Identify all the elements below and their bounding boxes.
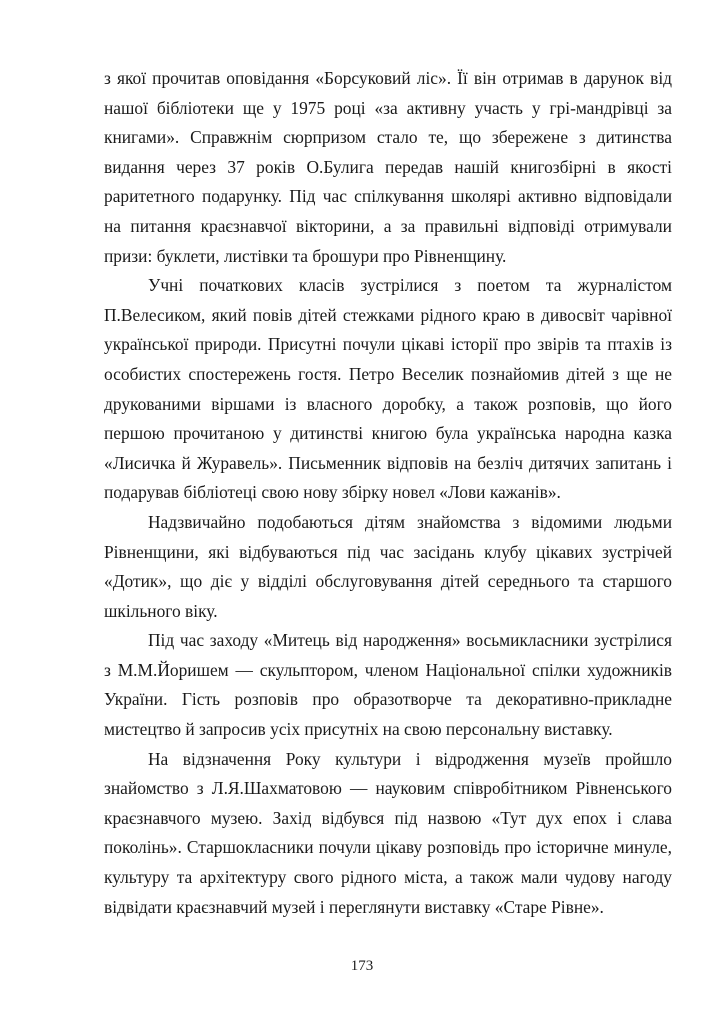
paragraph-museum-meeting: На відзначення Року культури і відродження музеїв пройшло знайомство з Л.Я.Шахматовою — науковим співробітником Рівненського краєзнавчого музею. Захід відбувся під назвою «Тут дух епох і слава поколінь». Старшокласники почули цікаву розповідь про історичне минуле, культуру та архітектуру свого рідного міста, а також мали чудову нагоду відвідати краєзнавчий музей і переглянути виставку «Старе Рівне».	[104, 748, 672, 917]
page-number: 173	[350, 958, 374, 974]
paragraph-dotyk-club: Надзвичайно подобаються дітям знайомства з відомими людьми Рівненщини, які відбуваються під час засідань клубу цікавих зустрічей «Дотик», що діє у відділі обслуговування дітей середнього та старшого шкільного віку.	[104, 511, 672, 621]
paragraph-yorysh-meeting: Під час заходу «Митець від народження» восьмикласники зустрілися з М.М.Йоришем — скульптором, членом Національної спілки художників України. Гість розповів про образотворче та декоративно-прикладне мистецтво й запросив усіх присутніх на свою персональну виставку.	[104, 630, 672, 740]
paragraph-velesyk-meeting: Учні початкових класів зустрілися з поетом та журналістом П.Велесиком, який повів дітей стежками рідного краю в дивосвіт чарівної української природи. Присутні почули цікаві історії про звірів та птахів із особистих спостережень гостя. Петро Веселик познайомив дітей з ще не друкованими віршами із власного доробку, а також розповів, що його першою прочитаною у дитинстві книгою була українська народна казка «Лисичка й Журавель». Письменник відповів на безліч дитячих запитань і подарував бібліотеці свою нову збірку новел «Лови кажанів».	[104, 275, 672, 503]
paragraph-continuation: з якої прочитав оповідання «Борсуковий ліс». Її він отримав в дарунок від нашої бібліотеки ще у 1975 році «за активну участь у грі-мандрівці за книгами». Справжнім сюрпризом стало те, що збережене з дитинства видання через 37 років О.Булига передав нашій книгозбірні в якості раритетного подарунку. Під час спілкування школярі активно відповідали на питання краєзнавчої вікторини, а за правильні відповіді отримували призи: буклети, листівки та брошури про Рівненщину.	[104, 68, 672, 266]
body-text	[104, 64, 672, 922]
